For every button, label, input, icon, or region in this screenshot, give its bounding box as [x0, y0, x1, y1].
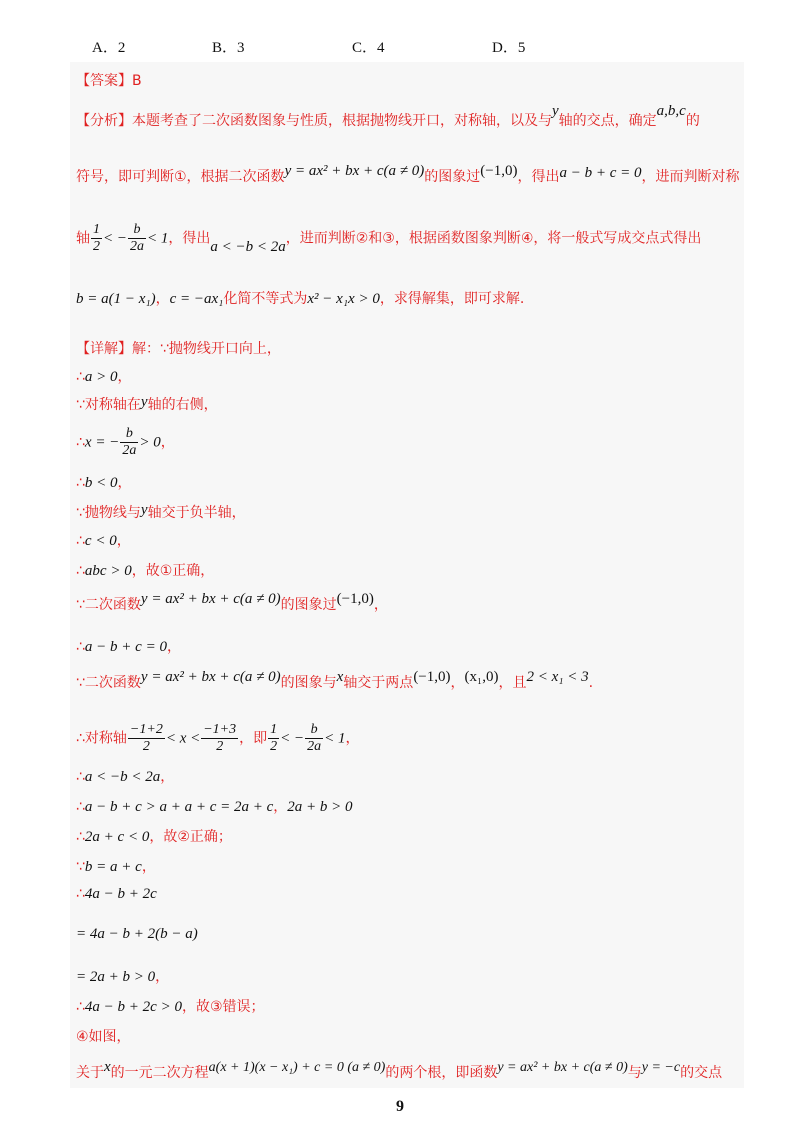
detail-text: ，	[273, 799, 288, 815]
math-fraction	[305, 722, 323, 755]
frac-num: 1	[93, 222, 100, 237]
math-var: y	[140, 394, 148, 410]
math-inequality: a > 0	[84, 369, 118, 385]
analysis-text: ，得出	[517, 169, 560, 185]
detail-text: 的交点	[680, 1065, 723, 1081]
detail-line-3	[76, 394, 740, 414]
detail-line-2	[76, 366, 740, 386]
detail-text: 的两个根，即函数	[385, 1065, 498, 1081]
detail-text: 与	[627, 1065, 642, 1081]
analysis-text: 的图象过	[424, 169, 481, 185]
detail-line-12	[76, 722, 740, 755]
detail-line-17	[76, 886, 740, 903]
frac-den: 2	[93, 239, 100, 254]
math-inequality: abc > 0	[84, 563, 132, 579]
answer-value: B	[132, 73, 142, 89]
detail-text: ，	[373, 597, 388, 613]
math-function: y = ax² + bx + c(a ≠ 0)	[497, 1060, 628, 1075]
detail-line-4	[76, 426, 740, 459]
math-op: < 1	[324, 730, 346, 747]
option-c: C．4	[352, 40, 385, 56]
math-inequality: a < −b < 2a	[210, 238, 286, 255]
detail-text: ，	[160, 434, 175, 451]
detail-text: 的一元二次方程	[110, 1065, 209, 1081]
detail-line-15	[76, 826, 740, 846]
math-equation: c = −ax₁	[169, 291, 224, 307]
math-fraction	[128, 722, 165, 755]
detail-text: ，故③错误；	[181, 999, 265, 1015]
detail-text: ，故②正确；	[149, 829, 232, 845]
math-point: (x₁,0)	[464, 669, 499, 685]
detail-line-21	[76, 1026, 740, 1046]
answer-options	[0, 36, 800, 60]
detail-line-11	[76, 669, 740, 692]
math-op: > 0	[139, 434, 161, 451]
math-inequality: 2a + b > 0	[287, 799, 353, 815]
detail-text: ∴	[76, 563, 85, 579]
math-function: y = ax² + bx + c(a ≠ 0)	[284, 163, 425, 179]
detail-text: ∴	[76, 799, 85, 815]
detail-text: .	[588, 675, 594, 691]
analysis-text: 符号，即可判断①，根据二次函数	[76, 169, 285, 185]
detail-text: ∴	[76, 886, 85, 902]
math-op: < 1	[147, 230, 169, 247]
math-equation: b = a + c	[84, 859, 142, 875]
detail-text: ，	[117, 475, 132, 491]
detail-line-9	[76, 591, 740, 614]
detail-tag: 【详解】	[76, 341, 132, 357]
math-function: y = ax² + bx + c(a ≠ 0)	[140, 669, 281, 685]
analysis-line-1	[76, 103, 740, 130]
detail-line-16	[76, 856, 740, 876]
math-point: (−1,0)	[336, 591, 374, 607]
math-vars: a,b,c	[656, 103, 686, 119]
detail-text: ∴	[76, 999, 85, 1015]
math-op: < −	[280, 730, 305, 747]
math-inequality: 2 < x₁ < 3	[526, 669, 589, 685]
analysis-text: ，求得解集，即可求解.	[379, 291, 525, 307]
detail-text: ，即	[239, 730, 268, 747]
detail-text: 的图象与	[280, 675, 337, 691]
math-var: y	[140, 502, 148, 518]
option-a: A．2	[92, 40, 126, 56]
frac-num: −1+3	[203, 722, 237, 737]
detail-text: ∴	[76, 769, 85, 785]
math-var: y	[552, 103, 559, 119]
math-inequality: 2a + c < 0	[84, 829, 150, 845]
detail-line-1	[76, 338, 740, 358]
frac-num: −1+2	[129, 722, 163, 737]
detail-text: 轴的右侧，	[147, 397, 218, 413]
math-fraction	[91, 222, 102, 255]
page-number: 9	[396, 1098, 404, 1115]
math-point: (−1,0)	[480, 163, 518, 179]
detail-text: ，	[450, 675, 465, 691]
math-fraction	[120, 426, 138, 459]
frac-den: 2	[216, 739, 224, 754]
frac-den: 2a	[307, 739, 322, 754]
frac-num: b	[305, 722, 323, 739]
analysis-text: 的	[685, 113, 700, 129]
option-d: D．5	[492, 40, 526, 56]
detail-text: ∴	[76, 533, 85, 549]
analysis-text: ，进而判断②和③，根据函数图象判断④，将一般式写成交点式得出	[285, 230, 702, 247]
math-fraction	[268, 722, 279, 755]
detail-text: ，	[117, 369, 132, 385]
frac-num: b	[120, 426, 138, 443]
frac-num: b	[128, 222, 146, 239]
math-op: < x <	[165, 730, 201, 747]
option-b: B．3	[212, 40, 245, 56]
math-equation: y = −c	[641, 1060, 681, 1075]
math-inequality: x² − x₁x > 0	[307, 291, 380, 307]
math-equation: a − b + c = 0	[559, 165, 642, 181]
math-op: < −	[103, 230, 127, 247]
analysis-tag: 【分析】	[76, 113, 132, 129]
detail-text: ，	[166, 639, 181, 655]
detail-line-14	[76, 796, 740, 816]
detail-text: ，且	[498, 675, 527, 691]
frac-den: 2a	[122, 443, 137, 458]
math-var: x	[104, 1059, 111, 1075]
analysis-line-3	[76, 222, 740, 255]
detail-text: ∴	[76, 639, 85, 655]
detail-text: ，	[141, 859, 156, 875]
frac-den: 2	[142, 739, 150, 754]
math-inequality: a − b + c > a + a + c = 2a + c	[84, 799, 274, 815]
math-inequality: a < −b < 2a	[84, 769, 161, 785]
detail-line-22	[76, 1059, 740, 1082]
detail-text: 轴交于两点	[343, 675, 414, 691]
detail-line-18	[76, 926, 740, 943]
frac-den: 2a	[130, 239, 144, 254]
detail-text: ，故①正确，	[131, 563, 215, 579]
detail-text: 的图象过	[280, 597, 337, 613]
math-inequality: = 2a + b > 0	[76, 969, 156, 985]
detail-line-6	[76, 502, 740, 522]
detail-text: ∵	[76, 859, 85, 875]
analysis-text: 轴的交点，确定	[558, 113, 657, 129]
analysis-text: 轴	[76, 230, 90, 247]
detail-text: ∵二次函数	[76, 675, 141, 691]
math-point: (−1,0)	[413, 669, 451, 685]
analysis-line-4	[76, 288, 740, 308]
detail-line-8	[76, 560, 740, 580]
detail-line-5	[76, 472, 740, 492]
math-equation: a(x + 1)(x − x₁) + c = 0 (a ≠ 0)	[208, 1060, 386, 1075]
detail-text: 关于	[76, 1065, 104, 1081]
detail-text: ，	[155, 969, 170, 985]
math-expression: = 4a − b + 2(b − a)	[76, 926, 198, 942]
math-op: x = −	[84, 434, 120, 451]
math-var: x	[336, 669, 344, 685]
detail-line-20	[76, 996, 740, 1016]
math-fraction	[128, 222, 146, 255]
analysis-text: ，进而判断对称	[641, 169, 740, 185]
frac-num: 1	[270, 722, 278, 737]
analysis-text: ，得出	[168, 230, 211, 247]
detail-text: ，	[116, 533, 131, 549]
detail-text: ∴	[76, 434, 85, 451]
detail-text: ④如图，	[76, 1029, 131, 1045]
detail-text: ∴	[76, 475, 85, 491]
detail-text: 解：∵抛物线开口向上，	[132, 341, 281, 357]
math-inequality: c < 0	[84, 533, 117, 549]
analysis-line-2	[76, 163, 740, 186]
detail-text: ∵二次函数	[76, 597, 141, 613]
math-inequality: b < 0	[84, 475, 118, 491]
detail-line-13	[76, 766, 740, 786]
answer-line	[76, 70, 740, 90]
detail-text: 轴交于负半轴，	[147, 505, 246, 521]
detail-line-19	[76, 966, 740, 986]
answer-tag: 【答案】	[76, 73, 132, 89]
detail-text: ∴对称轴	[76, 730, 127, 747]
detail-text: ∵对称轴在	[76, 397, 141, 413]
math-equation: a − b + c = 0	[84, 639, 167, 655]
detail-text: ∴	[76, 369, 85, 385]
detail-text: ∴	[76, 829, 85, 845]
math-function: y = ax² + bx + c(a ≠ 0)	[140, 591, 281, 607]
math-expression: 4a − b + 2c	[84, 886, 157, 902]
analysis-text: ，	[155, 291, 170, 307]
detail-text: ，	[160, 769, 175, 785]
detail-text: ，	[345, 730, 360, 747]
detail-line-10	[76, 636, 740, 656]
math-equation: b = a(1 − x₁)	[76, 291, 156, 307]
analysis-text: 本题考查了二次函数图象与性质，根据抛物线开口，对称轴，以及与	[132, 113, 552, 129]
math-inequality: 4a − b + 2c > 0	[84, 999, 182, 1015]
math-fraction	[201, 722, 238, 755]
frac-den: 2	[270, 739, 278, 754]
detail-text: ∵抛物线与	[76, 505, 141, 521]
analysis-text: 化简不等式为	[223, 291, 308, 307]
detail-line-7	[76, 530, 740, 550]
